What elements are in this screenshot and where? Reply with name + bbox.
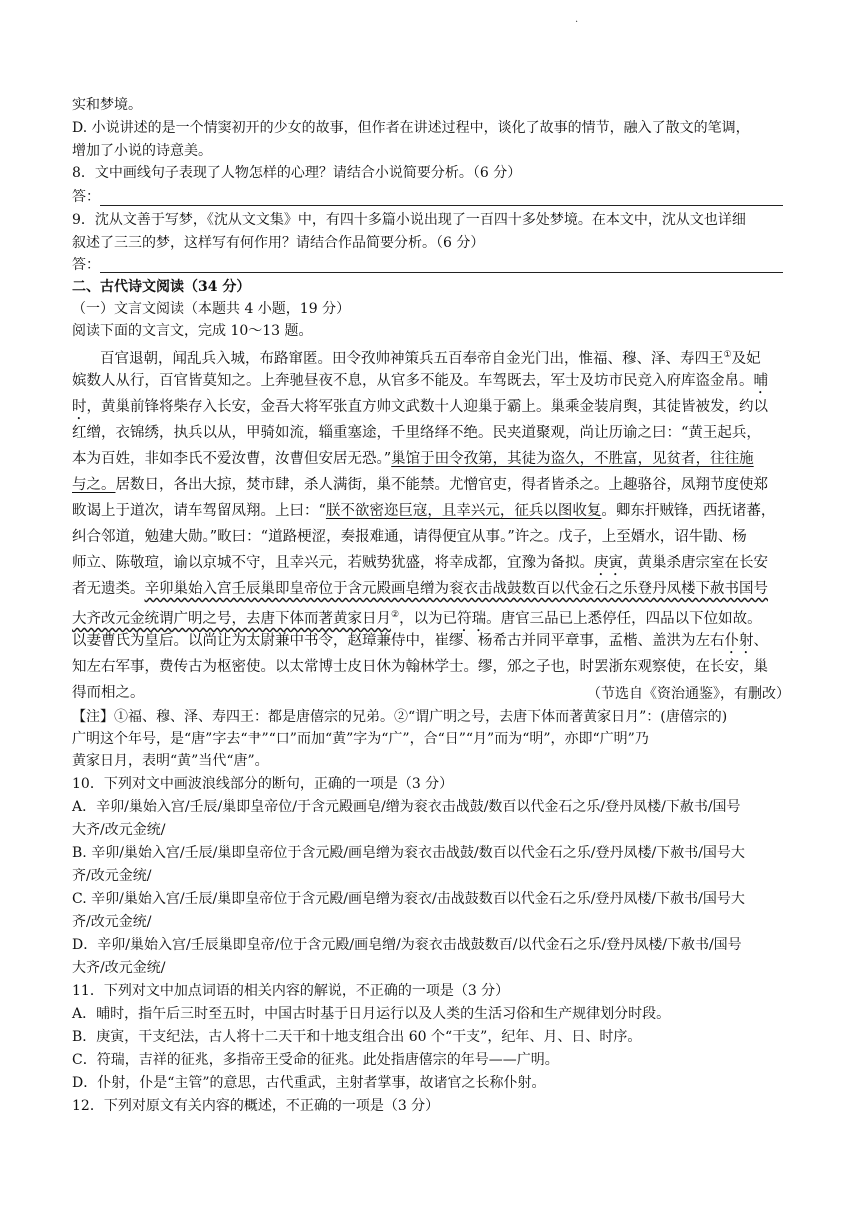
dotted-term: 时	[72, 399, 87, 415]
q10-option-b-cont: 齐/改元金统/	[72, 868, 152, 884]
answer-line-9[interactable]	[100, 272, 783, 273]
passage-line	[72, 552, 768, 579]
q10-option-b: B. 辛卯/巢始入宫/壬辰/巢即皇帝位于含元殿/画皂缯为衮衣击战鼓/数百以代金石之乐/登丹凤楼/下赦书/国号大	[72, 845, 745, 861]
passage-line	[72, 370, 768, 397]
q7-option-d-line2: 增加了小说的诗意美。	[72, 143, 212, 159]
passage-text: 百官退朝，闻乱兵入城，布路窜匿。田令孜帅神策兵五百奉帝自金光门出，惟福、穆、泽、寿四王	[100, 350, 724, 367]
passage-text: 居数日，各出大掠，焚市肆，杀人满街，巢不能禁。尤憎官吏，得者皆杀之。上趣骆谷，凤翔节度使郑	[115, 477, 768, 493]
passage-line	[72, 630, 768, 657]
passage-text: 本为百姓，非如李氏不爱汝曹，汝曹但安居无恐。”	[72, 451, 392, 467]
passage-text: 嫔数人从行，百官皆莫知之。上奔驰昼夜不息，从官多不能及。车驾既去，军士及坊市民竞入府库盗金帛。	[72, 373, 754, 389]
instruction: 阅读下面的文言文，完成 10～13 题。	[72, 323, 313, 339]
passage-text: 。唐官三品已上悉停任，四品以下位如故。	[486, 610, 762, 627]
answer-label-9: 答：	[72, 257, 100, 273]
q11-option-a: A．晡时，指午后三时至五时，中国古时基于日月运行以及人类的生活习俗和生产规律划分时段。	[72, 1006, 671, 1022]
passage-line	[72, 474, 768, 496]
note-line: 黄家日月，表明“黄”当代“唐”。	[72, 753, 269, 769]
passage-text: 者无遗类。	[72, 581, 145, 597]
passage-text: 以妻曹氏为皇后。以尚让为太尉兼中书令，赵璋兼侍中，崔缪、杨希古并同平章事，孟楷、盖洪为左右	[72, 633, 725, 649]
question-8: 8．文中画线句子表现了人物怎样的心理？请结合小说简要分析。（6 分）	[72, 165, 522, 181]
passage-line: 红缯，衣锦绣，执兵以从，甲骑如流，辎重塞途，千里络绎不绝。民夹道聚观，尚让历谕之曰：“黄王起兵，	[72, 425, 761, 441]
dotted-term: 符瑞	[457, 610, 487, 627]
q10-option-a-cont: 大齐/改元金统/	[72, 822, 166, 838]
passage-line: 纠合邻道，勉建大勋。”畋曰：“道路梗涩，奏报难通，请得便宜从事。”许之。戊子，上至婿水，诏牛勖、杨	[72, 529, 747, 545]
passage-line: 知左右军事，费传古为枢密使。以太常博士皮日休为翰林学士。缪，邠之子也，时罢浙东观察使，在长安，巢	[72, 659, 768, 675]
passage-text: ，黄巢杀唐宗室在长安	[623, 555, 768, 571]
q7-tail: 实和梦境。	[72, 97, 142, 113]
q10-option-d: D．辛卯/巢始入宫/壬辰巢即皇帝/位于含元殿/画皂缯/为衮衣击战鼓数百/以代金石之乐/登丹凤楼/下赦书/国号	[72, 937, 742, 953]
passage-text: 。卿东扞贼锋，西抚诸蕃，	[601, 503, 776, 519]
footnote-mark: ①	[723, 350, 732, 360]
underlined-sentence: 与之。	[72, 477, 116, 493]
question-9-line1: 9．沈从文善于写梦，《沈从文文集》中，有四十多篇小说出现了一百四十多处梦境。在本文中，沈从文也详细	[72, 212, 746, 228]
passage-text: ，以为已	[399, 610, 458, 627]
passage-line	[72, 500, 775, 522]
question-10: 10．下列对文中画波浪线部分的断句，正确的一项是（3 分）	[72, 776, 454, 792]
question-9-line2: 叙述了三三的梦，这样写有何作用？请结合作品简要分析。（6 分）	[72, 235, 485, 251]
header-mark: .	[575, 14, 579, 25]
footnote-mark: ②	[391, 610, 400, 620]
wavy-underlined-text: 辛卯巢始入宫壬辰巢即皇帝位于含元殿画皂缯为衮衣击战鼓数百以代金石之乐登丹凤楼下赦书国号	[144, 581, 768, 597]
q10-option-a: A．辛卯/巢始入宫/壬辰/巢即皇帝位/于含元殿画皂/缯为衮衣击战鼓/数百以代金石之乐/登丹凤楼/下赦书/国号	[72, 799, 741, 815]
note-line: 广明这个年号，是“唐”字去“肀”“口”而加“黄”字为“广”，合“日”“月”而为“明”，亦即“广明”乃	[72, 731, 649, 747]
q7-option-d-line1: D. 小说讲述的是一个情窦初开的少女的故事，但作者在讲述过程中，谈化了故事的情节，融入了散文的笔调，	[72, 120, 750, 136]
passage-line	[100, 344, 761, 370]
passage-text: ，黄巢前锋将柴存入长安，金吾大将军张直方帅文武数十人迎巢于霸上。巢乘金装肩舆，其徒皆被发，约以	[86, 399, 768, 415]
source-citation: （节选自《资治通鉴》，有删改）	[587, 686, 790, 702]
dotted-term: 庚寅	[594, 555, 623, 571]
question-11: 11．下列对文中加点词语的相关内容的解说，不正确的一项是（3 分）	[72, 983, 510, 999]
q11-option-b: B．庚寅，干支纪法，古人将十二天干和十地支组合出 60 个“干支”，纪年、月、日、时序。	[72, 1029, 642, 1045]
section-title: 二、古代诗文阅读（34 分）	[72, 279, 251, 295]
passage-text: 及妃	[731, 350, 761, 367]
underlined-sentence: 朕不欲密迩巨寇，且幸兴元，征兵以图收复	[325, 503, 602, 519]
q11-option-c: C．符瑞，吉祥的征兆，多指帝王受命的征兆。此处指唐僖宗的年号——广明。	[72, 1052, 559, 1068]
q10-option-c: C. 辛卯/巢始入宫/壬辰/巢即皇帝位于含元殿/画皂缯为衮衣/击战鼓数百以代金石之乐/登丹凤楼/下赦书/国号大	[72, 891, 745, 907]
passage-line: 得而相之。	[72, 685, 145, 701]
q11-option-d: D．仆射，仆是“主管”的意思，古代重武，主射者掌事，故诸官之长称仆射。	[72, 1075, 546, 1091]
dotted-term: 仆射	[724, 633, 754, 649]
question-12: 12．下列对原文有关内容的概述，不正确的一项是（3 分）	[72, 1098, 440, 1114]
wavy-underlined-text: 大齐改元金统谓广明之号，去唐下体而著黄家日月	[72, 610, 391, 627]
passage-text: 、	[753, 633, 768, 649]
note-line: 【注】①福、穆、泽、寿四王：都是唐僖宗的兄弟。②“谓广明之号，去唐下体而著黄家日月”：(唐僖宗的)	[72, 709, 728, 725]
passage-line	[72, 396, 768, 423]
q10-option-d-cont: 大齐/改元金统/	[72, 960, 166, 976]
passage-text: 师立、陈敬瑄，谕以京城不守，且幸兴元，若贼势犹盛，将幸成都，宜豫为备拟。	[72, 555, 594, 571]
dotted-term: 晡	[753, 373, 768, 389]
subsection-title: （一）文言文阅读（本题共 4 小题，19 分）	[72, 301, 351, 317]
q10-option-c-cont: 齐/改元金统/	[72, 914, 152, 930]
answer-line-8[interactable]	[100, 205, 783, 206]
answer-label-8: 答：	[72, 189, 100, 205]
passage-line	[72, 448, 754, 470]
passage-line	[72, 578, 768, 600]
passage-text: 畋谒上于道次，请车驾留凤翔。上曰：“	[72, 503, 326, 519]
underlined-sentence: 巢馆于田令孜第，其徒为盗久，不胜富，见贫者，往往施	[391, 451, 754, 467]
